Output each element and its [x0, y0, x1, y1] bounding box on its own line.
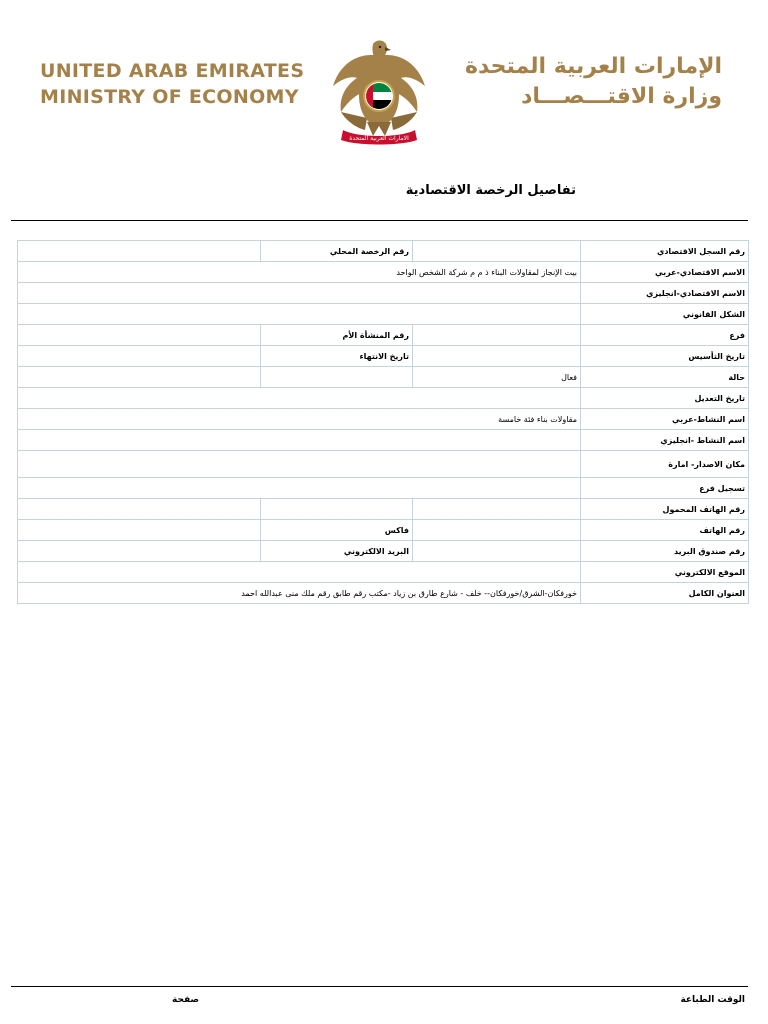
- svg-text:الامارات العربية المتحدة: الامارات العربية المتحدة: [349, 135, 409, 142]
- field-label: فاكس: [261, 520, 413, 541]
- field-value: [18, 562, 581, 583]
- table-row: [18, 430, 749, 451]
- field-label: الاسم الاقتصادي-عربي: [581, 262, 749, 283]
- table-row: [18, 478, 749, 499]
- table-row: [18, 409, 749, 430]
- field-value: [413, 520, 581, 541]
- table-row: [18, 241, 749, 262]
- footer-divider: [11, 986, 748, 987]
- document-title: تفاصيل الرخصة الاقتصادية: [405, 183, 576, 198]
- field-value: [18, 367, 261, 388]
- field-value: [18, 499, 261, 520]
- country-name-arabic: الإمارات العربية المتحدة: [464, 54, 722, 79]
- table-row: [18, 499, 749, 520]
- field-value: [413, 325, 581, 346]
- field-value: [413, 499, 581, 520]
- print-time-label: الوقت الطباعة: [680, 995, 745, 1005]
- table-row: [18, 325, 749, 346]
- field-label: رقم الهاتف: [581, 520, 749, 541]
- field-label: البريد الالكتروني: [261, 541, 413, 562]
- field-label: اسم النشاط-عربي: [581, 409, 749, 430]
- field-value: [413, 241, 581, 262]
- field-value: بيت الإنجاز لمقاولات البناء ذ م م شركة الشخص الواحد: [18, 262, 581, 283]
- field-value: [18, 451, 581, 478]
- field-value: فعال: [413, 367, 581, 388]
- table-row: [18, 367, 749, 388]
- field-value: [18, 241, 261, 262]
- field-value: خورفكان-الشرق/خورفكان-- خلف - شارع طارق بن زياد -مكتب رقم طابق رقم ملك منى عبدالله احمد: [18, 583, 581, 604]
- field-value: [18, 430, 581, 451]
- table-row: [18, 388, 749, 409]
- field-value: [413, 346, 581, 367]
- field-value: [18, 520, 261, 541]
- table-row: [18, 304, 749, 325]
- field-value: [18, 325, 261, 346]
- country-name-english: UNITED ARAB EMIRATES: [40, 60, 305, 82]
- field-label: فرع: [581, 325, 749, 346]
- ministry-name-arabic-line: وزارة الاقتـــصـــاد: [521, 84, 722, 109]
- field-value: [18, 346, 261, 367]
- field-label: الموقع الالكتروني: [581, 562, 749, 583]
- table-row: [18, 541, 749, 562]
- field-value: [18, 304, 581, 325]
- field-label: تاريخ التعديل: [581, 388, 749, 409]
- field-value: [18, 388, 581, 409]
- field-label: تاريخ الانتهاء: [261, 346, 413, 367]
- field-value: [413, 541, 581, 562]
- license-details-table: [17, 240, 749, 604]
- field-label: الشكل القانوني: [581, 304, 749, 325]
- ministry-name-arabic: [465, 52, 722, 112]
- uae-emblem-icon: [327, 38, 431, 146]
- ministry-name-english-line: MINISTRY OF ECONOMY: [40, 86, 299, 108]
- field-value: [18, 541, 261, 562]
- field-label: الاسم الاقتصادي-انجليزي: [581, 283, 749, 304]
- field-label: رقم السجل الاقتصادي: [581, 241, 749, 262]
- page-label: صفحة: [172, 995, 200, 1005]
- field-label: [261, 499, 413, 520]
- table-row: [18, 562, 749, 583]
- ministry-name-english: [40, 58, 304, 110]
- field-label: تاريخ التأسيس: [581, 346, 749, 367]
- field-label: رقم الهاتف المحمول: [581, 499, 749, 520]
- field-label: [261, 367, 413, 388]
- field-value: [18, 283, 581, 304]
- field-label: تسجيل فرع: [581, 478, 749, 499]
- header-divider: [11, 220, 748, 221]
- field-label: رقم صندوق البريد: [581, 541, 749, 562]
- table-row: [18, 346, 749, 367]
- field-value: مقاولات بناء فئة خامسة: [18, 409, 581, 430]
- table-row: [18, 451, 749, 478]
- table-row: [18, 520, 749, 541]
- field-label: رقم المنشأة الأم: [261, 325, 413, 346]
- field-label: مكان الاصدار- امارة: [581, 451, 749, 478]
- field-value: [18, 478, 581, 499]
- field-label: رقم الرخصة المحلي: [261, 241, 413, 262]
- field-label: اسم النشاط -انجليزي: [581, 430, 749, 451]
- table-row: [18, 283, 749, 304]
- table-row: [18, 583, 749, 604]
- field-label: حالة: [581, 367, 749, 388]
- field-label: العنوان الكامل: [581, 583, 749, 604]
- table-row: [18, 262, 749, 283]
